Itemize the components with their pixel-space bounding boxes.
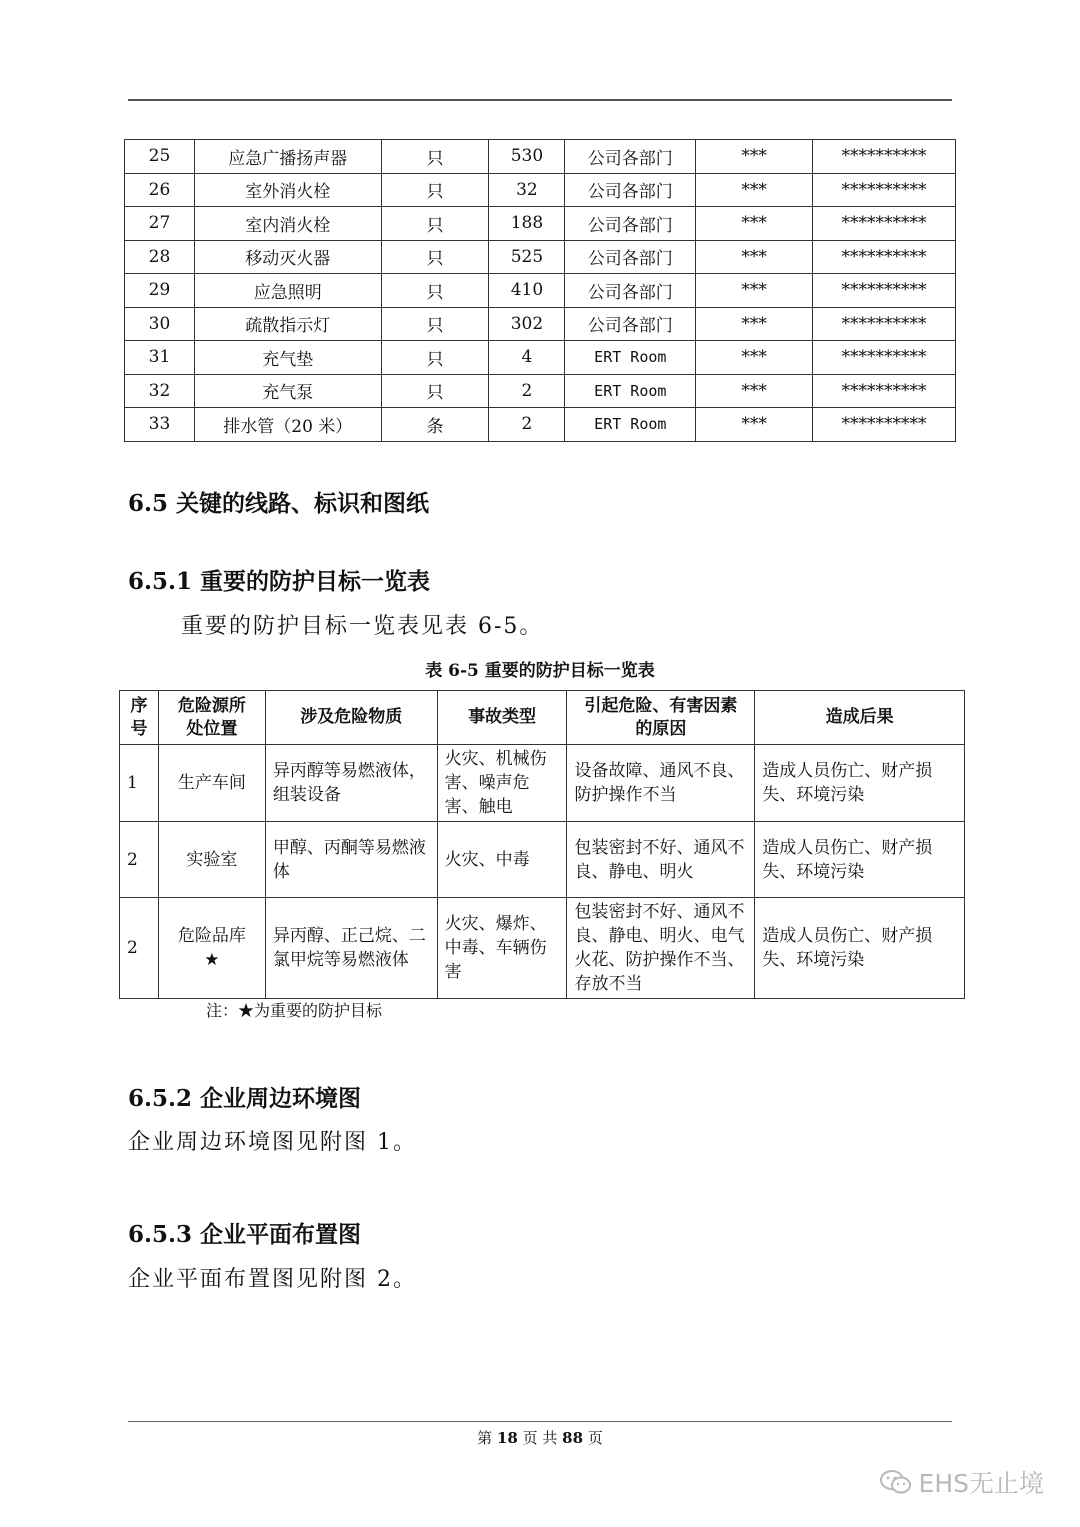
table-6-5-caption: 表 6-5 重要的防护目标一览表 [425,661,655,681]
target-cell-no: 2 [120,822,159,898]
equipment-table [124,139,956,442]
target-cell-consequence: 造成人员伤亡、财产损失、环境污染 [755,898,965,999]
target-cell-accident: 火灾、中毒 [437,822,567,898]
equipment-cell-name: 疏散指示灯 [194,307,381,341]
equipment-cell-name: 充气泵 [194,374,381,408]
equipment-cell-qty: 410 [489,274,565,308]
footer-current-page: 18 [496,1429,518,1447]
location-label: 实验室 [186,849,238,870]
location-label: 危险品库 [177,926,246,946]
equipment-cell-name: 充气垫 [194,341,381,375]
footer-rule [128,1421,952,1422]
table-row [125,274,956,308]
table-row [125,173,956,207]
equipment-table-body [125,140,956,442]
wechat-icon [879,1468,913,1496]
equipment-cell-qty: 530 [489,140,565,174]
footer-suffix: 页 [587,1429,603,1447]
equipment-cell-unit: 只 [381,274,489,308]
table-row [125,341,956,375]
equipment-cell-no: 25 [125,140,195,174]
target-cell-substance: 异丙醇、正己烷、二氯甲烷等易燃液体 [265,898,437,999]
equipment-cell-name: 移动灭火器 [194,240,381,274]
equipment-cell-person: *** [696,374,813,408]
footer-total-pages: 88 [562,1429,584,1447]
page-footer [0,1427,1080,1448]
target-cell-substance: 甲醇、丙酮等易燃液体 [265,822,437,898]
header-location: 危险源所处位置 [158,691,265,745]
equipment-cell-name: 室外消火栓 [194,173,381,207]
equipment-cell-unit: 只 [381,240,489,274]
equipment-cell-person: *** [696,140,813,174]
equipment-cell-person: *** [696,207,813,241]
equipment-cell-unit: 只 [381,341,489,375]
section-6-5-heading: 6.5 关键的线路、标识和图纸 [128,490,430,517]
target-cell-location [158,745,265,822]
equipment-cell-person: *** [696,274,813,308]
watermark [879,1464,1044,1500]
table-row [125,408,956,442]
protection-targets-table [119,690,965,999]
equipment-cell-no: 26 [125,173,195,207]
equipment-cell-unit: 只 [381,374,489,408]
equipment-cell-unit: 只 [381,173,489,207]
header-accident: 事故类型 [437,691,567,745]
equipment-cell-qty: 2 [489,374,565,408]
header-no: 序号 [120,691,159,745]
equipment-cell-person: *** [696,307,813,341]
target-cell-consequence: 造成人员伤亡、财产损失、环境污染 [755,822,965,898]
watermark-text: EHS无止境 [918,1469,1044,1498]
equipment-cell-phone: ********** [813,307,956,341]
target-cell-location [158,898,265,999]
target-cell-accident: 火灾、爆炸、中毒、车辆伤害 [437,898,567,999]
equipment-cell-no: 30 [125,307,195,341]
target-cell-substance: 异丙醇等易燃液体，组装设备 [265,745,437,822]
star-icon: ★ [204,950,220,970]
equipment-cell-name: 排水管（20 米） [194,408,381,442]
table-row [120,745,965,822]
location-label: 生产车间 [177,773,246,793]
equipment-cell-unit: 只 [381,307,489,341]
equipment-cell-unit: 只 [381,140,489,174]
target-cell-cause: 包装密封不好、通风不良、静电、明火、电气火花、防护操作不当、存放不当 [567,898,755,999]
equipment-cell-location: 公司各部门 [565,207,696,241]
equipment-cell-person: *** [696,341,813,375]
equipment-cell-location: 公司各部门 [565,173,696,207]
equipment-cell-no: 32 [125,374,195,408]
equipment-cell-location: 公司各部门 [565,140,696,174]
equipment-cell-location: 公司各部门 [565,274,696,308]
header-rule [128,99,952,101]
equipment-cell-location: 公司各部门 [565,307,696,341]
equipment-cell-name: 应急照明 [194,274,381,308]
header-consequence: 造成后果 [755,691,965,745]
equipment-cell-phone: ********** [813,274,956,308]
equipment-cell-person: *** [696,173,813,207]
protection-targets-body [120,745,965,999]
target-cell-location [158,822,265,898]
equipment-cell-location: ERT Room [565,374,696,408]
table-header-row [120,691,965,745]
header-cause: 引起危险、有害因素的原因 [567,691,755,745]
table-row [125,140,956,174]
equipment-cell-qty: 4 [489,341,565,375]
target-cell-cause: 设备故障、通风不良、防护操作不当 [567,745,755,822]
section-6-5-2-heading: 6.5.2 企业周边环境图 [128,1085,362,1112]
section-6-5-3-text: 企业平面布置图见附图 2。 [128,1267,417,1292]
table-note: 注：★为重要的防护目标 [206,1001,383,1020]
equipment-cell-name: 应急广播扬声器 [194,140,381,174]
equipment-cell-qty: 188 [489,207,565,241]
equipment-cell-no: 33 [125,408,195,442]
table-row [120,822,965,898]
equipment-cell-no: 27 [125,207,195,241]
equipment-cell-qty: 2 [489,408,565,442]
equipment-cell-phone: ********** [813,240,956,274]
equipment-cell-qty: 302 [489,307,565,341]
equipment-cell-location: 公司各部门 [565,240,696,274]
target-cell-cause: 包装密封不好、通风不良、静电、明火 [567,822,755,898]
equipment-cell-person: *** [696,240,813,274]
equipment-cell-phone: ********** [813,374,956,408]
equipment-cell-qty: 525 [489,240,565,274]
table-row [125,374,956,408]
footer-prefix: 第 [477,1429,493,1447]
target-cell-consequence: 造成人员伤亡、财产损失、环境污染 [755,745,965,822]
equipment-cell-phone: ********** [813,408,956,442]
equipment-cell-qty: 32 [489,173,565,207]
equipment-cell-no: 28 [125,240,195,274]
target-cell-accident: 火灾、机械伤害、噪声危害、触电 [437,745,567,822]
equipment-cell-location: ERT Room [565,341,696,375]
table-row [125,207,956,241]
equipment-cell-name: 室内消火栓 [194,207,381,241]
equipment-cell-unit: 只 [381,207,489,241]
header-substance: 涉及危险物质 [265,691,437,745]
table-row [120,898,965,999]
section-6-5-1-text: 重要的防护目标一览表见表 6-5。 [181,614,544,639]
section-6-5-2-text: 企业周边环境图见附图 1。 [128,1130,417,1155]
equipment-cell-person: *** [696,408,813,442]
table-row [125,240,956,274]
equipment-cell-phone: ********** [813,140,956,174]
footer-middle: 页 共 [522,1429,558,1447]
equipment-cell-phone: ********** [813,173,956,207]
equipment-cell-phone: ********** [813,341,956,375]
section-6-5-1-heading: 6.5.1 重要的防护目标一览表 [128,568,431,595]
target-cell-no: 2 [120,898,159,999]
equipment-cell-phone: ********** [813,207,956,241]
equipment-cell-no: 31 [125,341,195,375]
section-6-5-3-heading: 6.5.3 企业平面布置图 [128,1221,362,1248]
equipment-cell-unit: 条 [381,408,489,442]
equipment-cell-location: ERT Room [565,408,696,442]
table-row [125,307,956,341]
equipment-cell-no: 29 [125,274,195,308]
target-cell-no: 1 [120,745,159,822]
